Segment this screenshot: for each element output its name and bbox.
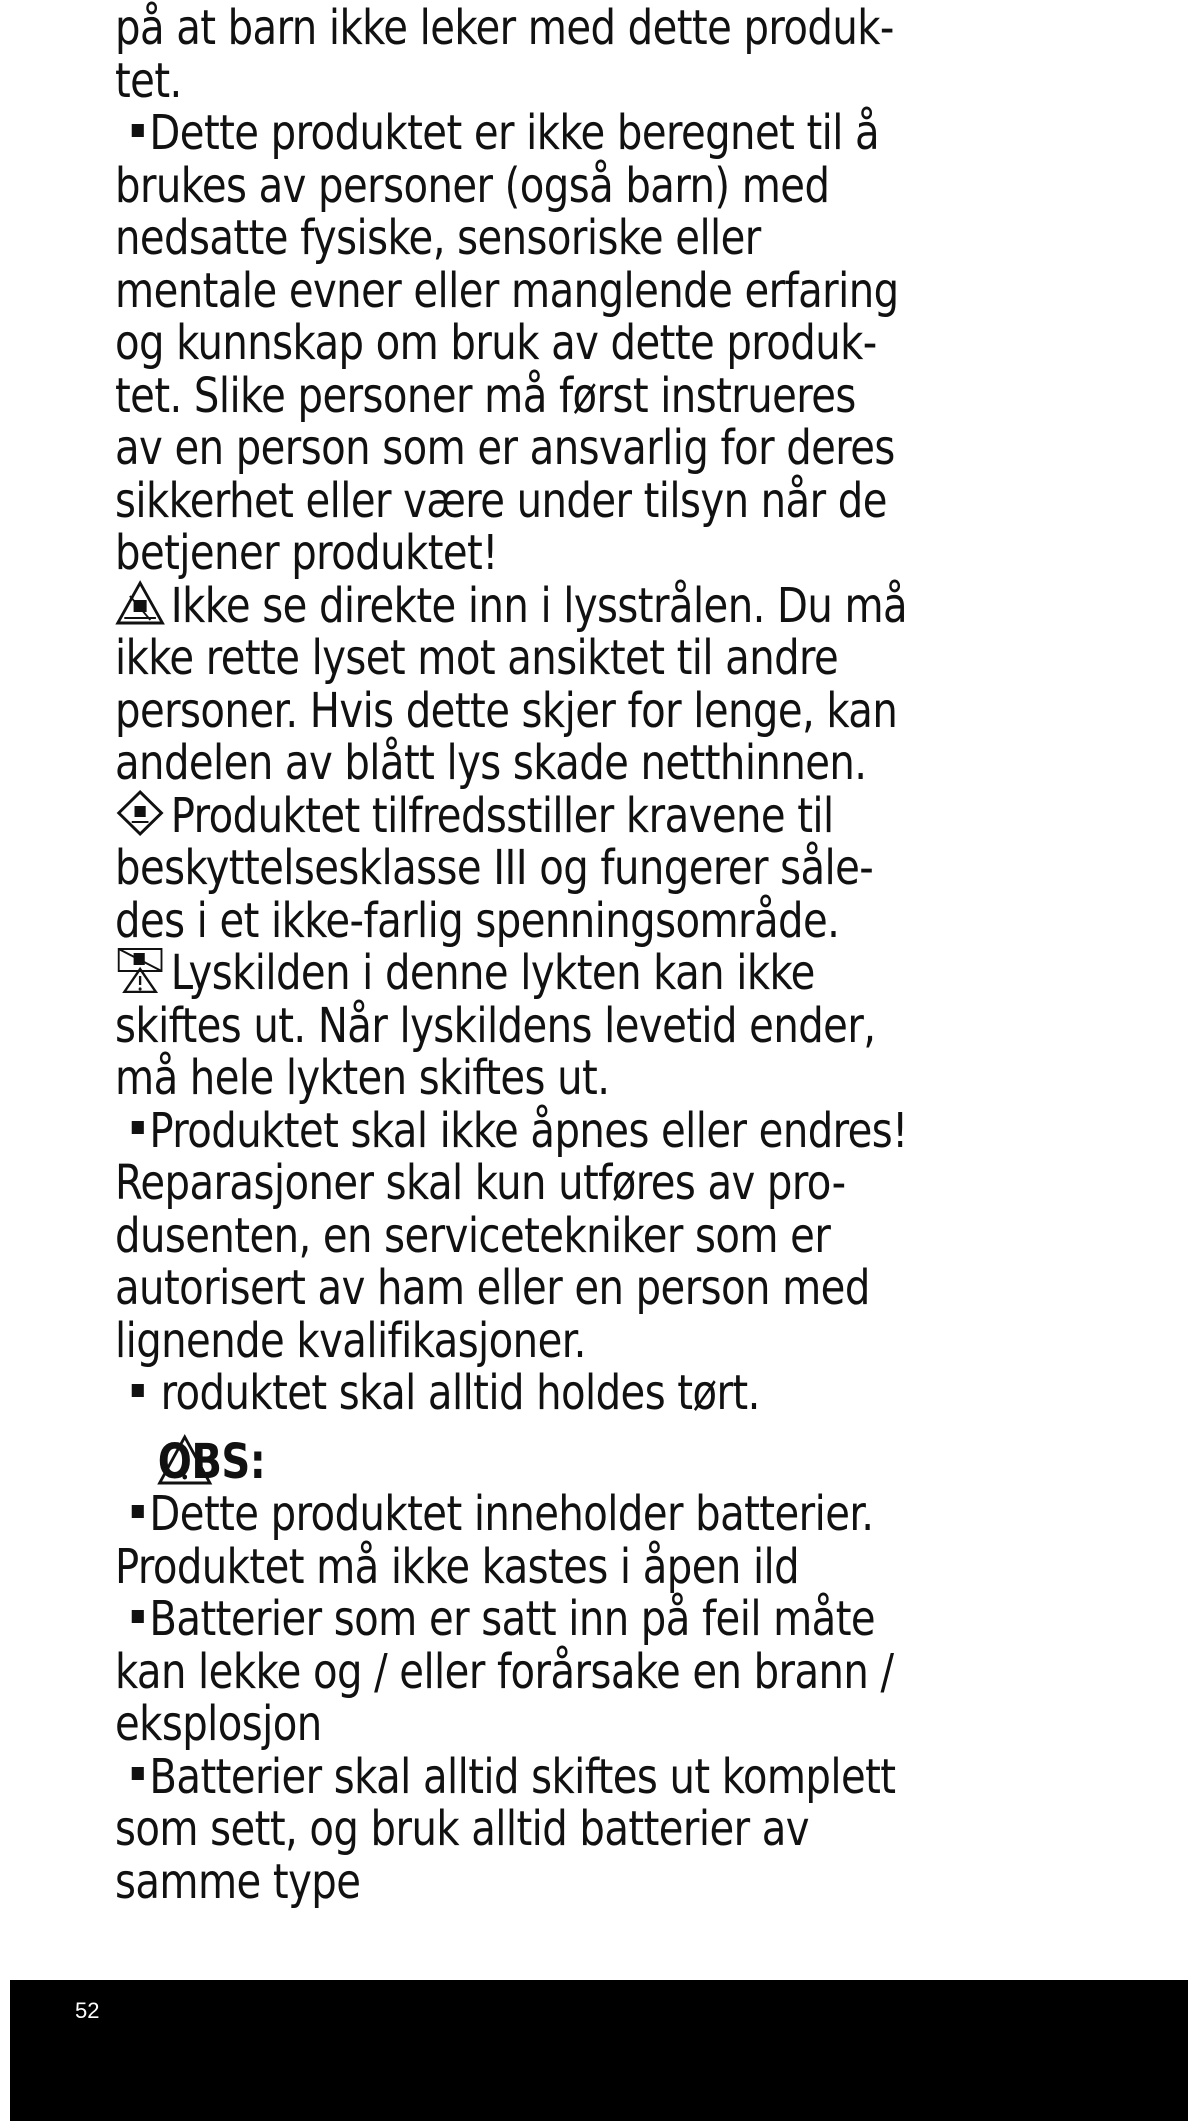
eye-warning-icon: [115, 580, 165, 626]
text-line: betjener produktet!: [115, 525, 498, 581]
bullet-item: [115, 1748, 1054, 1805]
bullet-text: Batterier skal alltid skiftes ut komplett: [149, 1748, 896, 1805]
text-line: autorisert av ham eller en person med: [115, 1260, 870, 1316]
bullet-item: [115, 1488, 1054, 1541]
text-line: Produktet må ikke kastes i åpen ild: [115, 1538, 800, 1595]
protection-text: Produktet tilfredsstiller kravene til: [170, 787, 834, 844]
text-line: på at barn ikke leker med dette produk-: [115, 0, 894, 56]
text-line: andelen av blått lys skade netthinnen.: [115, 735, 867, 791]
bullet-square-icon: [132, 1505, 144, 1518]
text-line: av en person som er ansvarlig for deres: [115, 420, 895, 476]
light-source-non-replaceable-icon: [115, 947, 165, 993]
text-line: tet.: [115, 52, 182, 109]
text-line: skiftes ut. Når lyskildens levetid ender,: [115, 997, 876, 1054]
text-line: sikkerhet eller være under tilsyn når de: [115, 472, 887, 529]
text-line: dusenten, en servicetekniker som er: [115, 1207, 831, 1264]
text-line: eksplosjon: [115, 1696, 322, 1752]
protection-class-iii-icon: [115, 790, 165, 836]
bullet-text: roduktet skal alltid holdes tørt.: [160, 1365, 760, 1421]
text-line: beskyttelsesklasse III og fungerer såle-: [115, 840, 874, 896]
footer-bar: [10, 1980, 1188, 2121]
bullet-square-icon: [132, 124, 144, 137]
bullet-square-icon: [132, 1767, 144, 1780]
warning-text: Ikke se direkte inn i lysstrålen. Du må: [170, 577, 908, 634]
text-line: Reparasjoner skal kun utføres av pro-: [115, 1155, 846, 1211]
text-line: kan lekke og / eller forårsake en brann /: [115, 1643, 894, 1700]
protection-class-item: [115, 787, 1054, 844]
obs-heading: [115, 1433, 1054, 1490]
text-line: ikke rette lyset mot ansiktet til andre: [115, 630, 839, 686]
text-line: som sett, og bruk alltid batterier av: [115, 1801, 810, 1857]
text-line: samme type: [115, 1853, 361, 1910]
text-line: lignende kvalifikasjoner.: [115, 1312, 586, 1369]
text-column: [115, 2, 1054, 1908]
bullet-square-icon: [132, 1610, 144, 1623]
eye-warning-item: [115, 577, 1054, 634]
light-source-item: [115, 947, 1054, 1000]
bullet-item: [115, 1102, 1054, 1159]
bullet-square-icon: [132, 1384, 144, 1397]
light-source-text: Lyskilden i denne lykten kan ikke: [170, 945, 815, 1001]
text-line: må hele lykten skiftes ut.: [115, 1050, 610, 1106]
text-line: og kunnskap om bruk av dette produk-: [115, 315, 877, 371]
bullet-text: Produktet skal ikke åpnes eller endres!: [149, 1102, 908, 1159]
text-line: personer. Hvis dette skjer for lenge, kan: [115, 682, 898, 739]
obs-label: OBS:: [157, 1433, 266, 1490]
bullet-item: [115, 1593, 1054, 1646]
bullet-text: Batterier som er satt inn på feil måte: [149, 1591, 876, 1647]
text-line: brukes av personer (også barn) med: [115, 157, 830, 214]
bullet-square-icon: [132, 1121, 144, 1134]
text-line: des i et ikke-farlig spenningsområde.: [115, 892, 840, 949]
text-line: nedsatte fysiske, sensoriske eller: [115, 210, 761, 266]
page-number: 52: [75, 1998, 100, 2023]
bullet-item: [115, 1367, 1054, 1420]
bullet-text: Dette produktet inneholder batterier.: [149, 1486, 874, 1542]
text-line: tet. Slike personer må først instrueres: [115, 367, 856, 424]
bullet-text: Dette produktet er ikke beregnet til å: [149, 105, 880, 161]
bullet-item: [115, 107, 1054, 160]
text-line: mentale evner eller manglende erfaring: [115, 262, 899, 319]
